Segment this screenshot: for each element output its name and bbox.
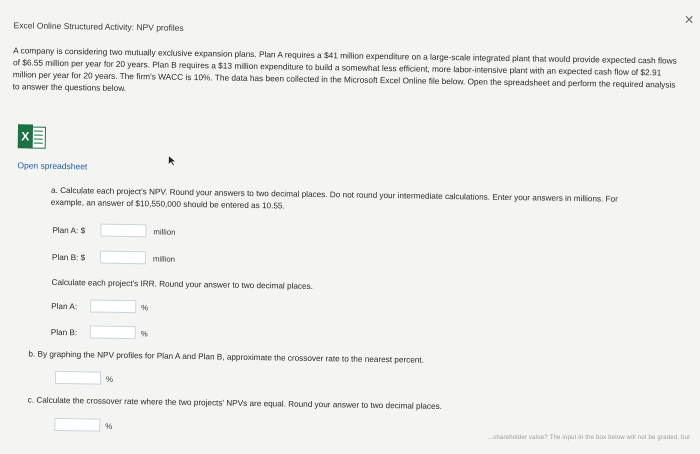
problem-statement: A company is considering two mutually exclusive expansion plans. Plan A requires a $41 million expenditure on a large-scale integrated plant that would provide expected cash flows of $6.55 million per year for 20 years. Plan B requires a $13 million expenditure to build a somewhat less efficient, more labor-intensive plant with an expected cash flow of $2.91 million per year for 20 years. The firm's WACC is 10%. The data has been collected in the Microsoft Excel Online file below. Open the spreadsheet and perform the required analysis to answer the questions below. <box>12 45 677 93</box>
npv-plan-a-input[interactable] <box>100 224 146 238</box>
irr-plan-b-input[interactable] <box>90 325 136 339</box>
mouse-pointer-icon <box>167 155 177 167</box>
crossover-exact-unit: % <box>105 421 113 431</box>
question-c-text: c. Calculate the crossover rate where the two projects' NPVs are equal. Round your answer to two decimal places. <box>27 395 443 411</box>
crossover-exact-input[interactable] <box>54 418 100 432</box>
npv-plan-b-input[interactable] <box>100 251 146 265</box>
crossover-approx-input[interactable] <box>55 371 101 385</box>
question-a-text: a. Calculate each project's NPV. Round your answers to two decimal places. Do not round your intermediate calculations. Enter your answers in millions. For example, an answer of $10,550,000 should be entered as 10.55. <box>50 185 618 210</box>
irr-plan-b-label: Plan B: <box>50 327 78 338</box>
irr-plan-b-unit: % <box>140 329 148 339</box>
npv-plan-a-label: Plan A: $ <box>52 225 86 236</box>
open-spreadsheet-link[interactable]: Open spreadsheet <box>17 160 88 172</box>
irr-plan-a-unit: % <box>141 303 149 313</box>
npv-plan-a-unit: million <box>153 227 176 237</box>
irr-plan-a-label: Plan A: <box>51 301 78 312</box>
crossover-approx-unit: % <box>105 374 114 384</box>
excel-x-glyph: X <box>18 124 33 148</box>
irr-plan-a-input[interactable] <box>90 299 136 313</box>
close-icon[interactable]: × <box>684 11 694 29</box>
npv-plan-b-unit: million <box>152 254 176 264</box>
page-title: Excel Online Structured Activity: NPV profiles <box>13 20 184 33</box>
question-b-text: b. By graphing the NPV profiles for Plan A and Plan B, approximate the crossover rate to the nearest percent. <box>28 349 424 365</box>
npv-plan-b-label: Plan B: $ <box>51 252 86 263</box>
next-question-fragment: ...shareholder value? The input in the box below will not be graded, but <box>487 435 690 441</box>
irr-instructions: Calculate each project's IRR. Round your answer to two decimal places. <box>51 277 314 291</box>
excel-icon[interactable] <box>18 124 44 148</box>
